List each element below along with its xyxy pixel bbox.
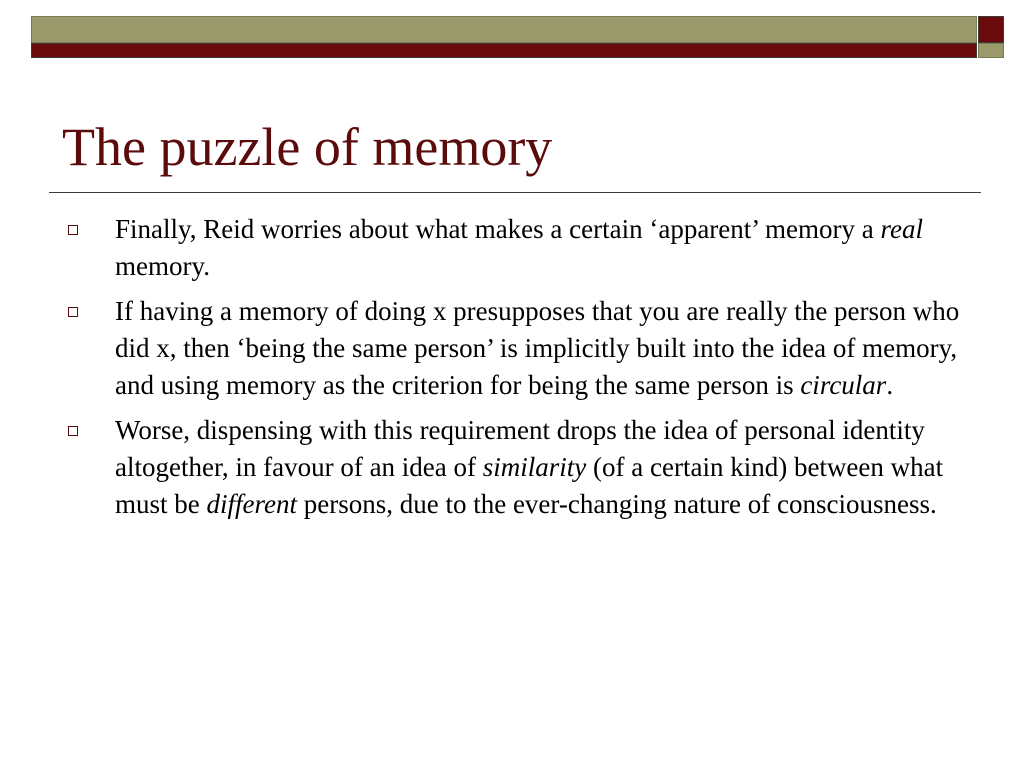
hollow-square-icon [68,225,78,235]
header-square-olive [978,43,1004,58]
bullet-segment: Finally, Reid worries about what makes a certain ‘apparent’ memory a [115,214,881,244]
bullet-segment: memory. [115,251,210,281]
bullet-segment: persons, due to the ever-changing nature of consciousness. [296,489,937,519]
header-bar-olive [31,16,977,43]
bullet-segment-italic: real [880,214,923,244]
bullet-segment: . [886,370,894,400]
bullet-item [62,293,962,404]
bullet-text [115,214,923,281]
bullet-item [62,412,962,523]
bullet-text [115,415,943,519]
bullet-list [62,211,962,531]
bullet-segment-italic: similarity [482,452,587,482]
hollow-square-icon [68,426,78,436]
title-divider [49,192,981,193]
bullet-item [62,211,962,285]
bullet-segment: Worse, dispensing with this requirement drops the idea of personal identity altogether, in favour of an idea of [115,415,925,482]
bullet-segment-italic: circular [800,370,887,400]
bullet-segment: (of a certain kind) between what must be [115,452,944,519]
bullet-segment-italic: different [206,489,297,519]
header-bar-maroon [31,43,977,58]
bullet-segment: If having a memory of doing x presupposes that you are really the person who did x, then ‘being the same person’ is implicitly built into the idea of memory, and using memory as the criterion for being the same person is [115,296,960,400]
bullet-text [115,296,959,400]
slide-title: The puzzle of memory [62,117,553,177]
header-square-maroon [978,16,1004,43]
hollow-square-icon [68,307,78,317]
